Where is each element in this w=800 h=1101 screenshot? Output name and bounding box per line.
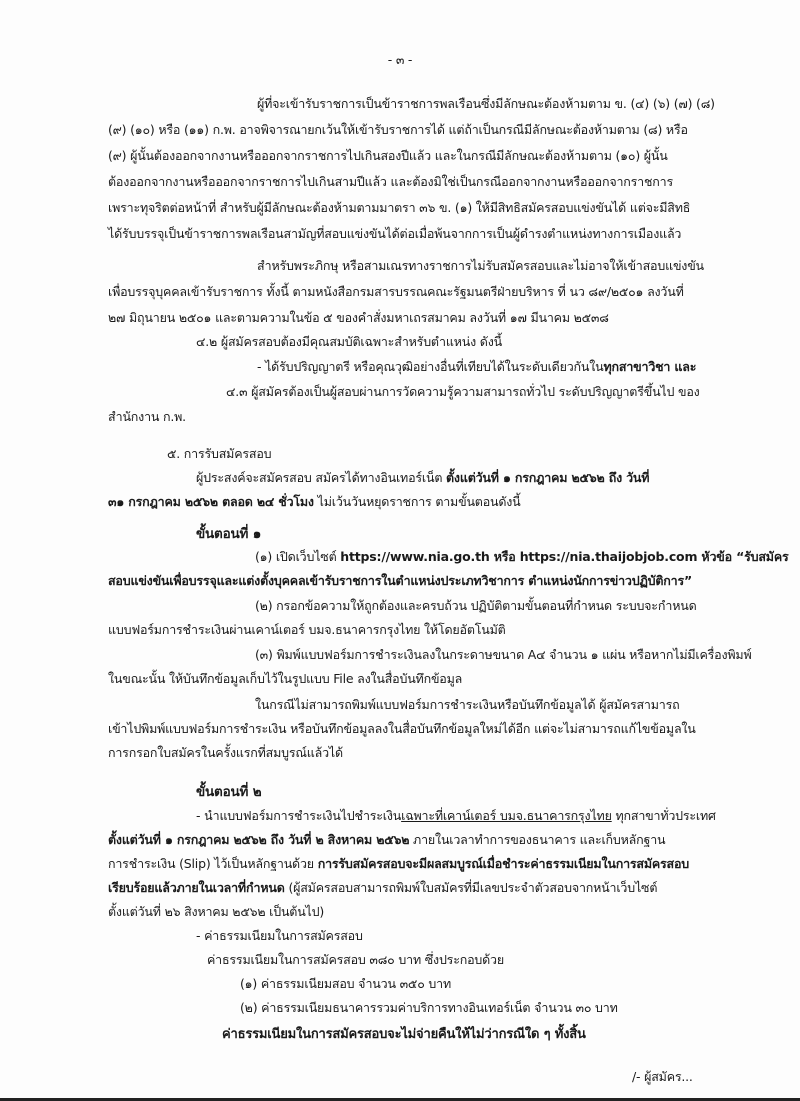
text-line: [108, 832, 665, 848]
fee-item: (๒) ค่าธรรมเนียมธนาคารรวมค่าบริการทางอินเทอร์เน็ต จำนวน ๓๐ บาท: [240, 1000, 618, 1015]
text-line: เพราะทุจริตต่อหน้าที่ สำหรับผู้มีลักษณะต้องห้ามตามมาตรา ๓๖ ข. (๑) ให้มีสิทธิสมัครสอบแข่งขันได้ แต่จะมีสิทธิ: [108, 200, 691, 215]
text-line: เพื่อบรรจุบุคคลเข้ารับราชการ ทั้งนี้ ตามหนังสือกรมสารบรรณคณะรัฐมนตรีฝ่ายบริหาร ที่ นว ๘๙/๒๕๐๑ ลงวันที่: [108, 284, 684, 299]
detail-emphasis: ทุกสาขาวิชา และ: [603, 359, 697, 374]
text-line: ในขณะนั้น ให้บันทึกข้อมูลเก็บไว้ในรูปแบบ File ลงในสื่อบันทึกข้อมูล: [108, 671, 463, 686]
text-line: (๙) ผู้นั้นต้องออกจากงานหรือออกจากราชการไปเกินสองปีแล้ว และในกรณีมีลักษณะต้องห้ามตาม (๑๐) ผู้นั้น: [108, 148, 668, 163]
text-line: ผู้ที่จะเข้ารับราชการเป็นข้าราชการพลเรือนซึ่งมีลักษณะต้องห้ามตาม ข. (๔) (๖) (๗) (๘): [257, 96, 715, 111]
text-line: [108, 494, 521, 510]
text-line: (๙) (๑๐) หรือ (๑๑) ก.พ. อาจพิจารณายกเว้นให้เข้ารับราชการได้ แต่ถ้าเป็นกรณีมีลักษณะต้องห้ามตาม (๘) หรือ: [108, 122, 688, 137]
item-detail: [257, 359, 696, 375]
text: (ผู้สมัครสอบสามารถพิมพ์ใบสมัครที่มีเลขประจำตัวสอบจากหน้าเว็บไซต์: [284, 880, 658, 895]
detail-text: - ได้รับปริญญาตรี หรือคุณวุฒิอย่างอื่นที่เทียบได้ในระดับเดียวกันใน: [257, 359, 604, 374]
page-number: - ๓ -: [387, 52, 413, 67]
text-line: ๔.๓ ผู้สมัครต้องเป็นผู้สอบผ่านการวัดความรู้ความสามารถทั่วไป ระดับปริญญาตรีขึ้นไป ของ: [226, 384, 700, 399]
fees-heading: - ค่าธรรมเนียมในการสมัครสอบ: [196, 928, 363, 943]
text-line: ๒๗ มิถุนายน ๒๕๐๑ และตามความในข้อ ๕ ของคำสั่งมหาเถรสมาคม ลงวันที่ ๑๗ มีนาคม ๒๕๓๘: [108, 310, 609, 325]
date-range-end: ๓๑ กรกฎาคม ๒๕๖๒ ตลอด ๒๔ ชั่วโมง: [108, 494, 314, 509]
text: การชำระเงิน (Slip) ไว้เป็นหลักฐานด้วย: [108, 856, 318, 871]
text: ไม่เว้นวันหยุดราชการ ตามขั้นตอนดังนี้: [313, 494, 521, 509]
fees-total: ค่าธรรมเนียมในการสมัครสอบ ๓๘๐ บาท ซึ่งประกอบด้วย: [207, 952, 504, 967]
text-line: สำหรับพระภิกษุ หรือสามเณรทางราชการไม่รับสมัครสอบและไม่อาจให้เข้าสอบแข่งขัน: [257, 258, 704, 273]
emphasis: เรียบร้อยแล้วภายในเวลาที่กำหนด: [108, 880, 285, 895]
text: (๑) เปิดเว็บไซต์: [255, 549, 341, 564]
text-line: สำนักงาน ก.พ.: [108, 409, 186, 424]
no-refund-notice: ค่าธรรมเนียมในการสมัครสอบจะไม่จ่ายคืนให้ไม่ว่ากรณีใด ๆ ทั้งสิ้น: [222, 1027, 586, 1042]
text: ทุกสาขาทั่วประเทศ: [611, 808, 716, 823]
text-line: [108, 880, 657, 896]
item-heading: ๔.๒ ผู้สมัครสอบต้องมีคุณสมบัติเฉพาะสำหรับตำแหน่ง ดังนี้: [196, 334, 502, 349]
text-line: ต้องออกจากงานหรือออกจากราชการไปเกินสามปีแล้ว และต้องมิใช่เป็นกรณีออกจากงานหรือออกจากราชการ: [108, 174, 673, 189]
text-line: (๓) พิมพ์แบบฟอร์มการชำระเงินลงในกระดาษขนาด A๔ จำนวน ๑ แผ่น หรือหากไม่มีเครื่องพิมพ์: [255, 647, 752, 662]
text-line: เข้าไปพิมพ์แบบฟอร์มการชำระเงิน หรือบันทึกข้อมูลลงในสื่อบันทึกข้อมูลใหม่ได้อีก แต่จะไม่สามารถแก้ไขข้อมูลใน: [108, 721, 696, 736]
text: - นำแบบฟอร์มการชำระเงินไปชำระเงิน: [196, 808, 402, 823]
step-heading: ขั้นตอนที่ ๒: [196, 784, 262, 800]
section-heading: ๕. การรับสมัครสอบ: [167, 446, 272, 461]
website-links[interactable]: https://www.nia.go.th หรือ https://nia.thaijobjob.com หัวข้อ “รับสมัคร: [340, 549, 789, 564]
emphasis: การรับสมัครสอบจะมีผลสมบูรณ์เมื่อชำระค่าธรรมเนียมในการสมัครสอบ: [317, 856, 690, 871]
text-line: แบบฟอร์มการชำระเงินผ่านเคาน์เตอร์ บมจ.ธนาคารกรุงไทย ให้โดยอัตโนมัติ: [108, 622, 506, 637]
fee-item: (๑) ค่าธรรมเนียมสอบ จำนวน ๓๕๐ บาท: [240, 976, 451, 991]
text-line: (๒) กรอกข้อความให้ถูกต้องและครบถ้วน ปฏิบัติตามขั้นตอนที่กำหนด ระบบจะกำหนด: [255, 598, 697, 613]
text-line: [255, 549, 789, 565]
text-line: การกรอกใบสมัครในครั้งแรกที่สมบูรณ์แล้วได้: [108, 745, 343, 760]
text-line: สอบแข่งขันเพื่อบรรจุและแต่งตั้งบุคคลเข้ารับราชการในตำแหน่งประเภทวิชาการ ตำแหน่งนักการข่าวปฏิบัติการ”: [108, 573, 693, 588]
bank-counter-emphasis: เฉพาะที่เคาน์เตอร์ บมจ.ธนาคารกรุงไทย: [401, 808, 612, 823]
text-line: [196, 808, 716, 824]
text-line: ตั้งแต่วันที่ ๒๖ สิงหาคม ๒๕๖๒ เป็นต้นไป): [108, 904, 325, 919]
text-line: ในกรณีไม่สามารถพิมพ์แบบฟอร์มการชำระเงินหรือบันทึกข้อมูลได้ ผู้สมัครสามารถ: [255, 697, 680, 712]
payment-dates: ตั้งแต่วันที่ ๑ กรกฎาคม ๒๕๖๒ ถึง วันที่ ๒ สิงหาคม ๒๕๖๒: [108, 832, 410, 847]
text-line: [196, 470, 649, 486]
text: ภายในเวลาทำการของธนาคาร และเก็บหลักฐาน: [409, 832, 666, 847]
text-line: ได้รับบรรจุเป็นข้าราชการพลเรือนสามัญที่สอบแข่งขันได้ต่อเมื่อพ้นจากการเป็นผู้ดำรงตำแหน่งทางการเมืองแล้ว: [108, 226, 682, 241]
text: ผู้ประสงค์จะสมัครสอบ สมัครได้ทางอินเทอร์เน็ต: [196, 470, 447, 485]
date-range-start: ตั้งแต่วันที่ ๑ กรกฎาคม ๒๕๖๒ ถึง วันที่: [446, 470, 650, 485]
continuation-marker: /- ผู้สมัคร...: [632, 1069, 693, 1084]
text-line: [108, 856, 689, 872]
step-heading: ขั้นตอนที่ ๑: [196, 526, 262, 542]
